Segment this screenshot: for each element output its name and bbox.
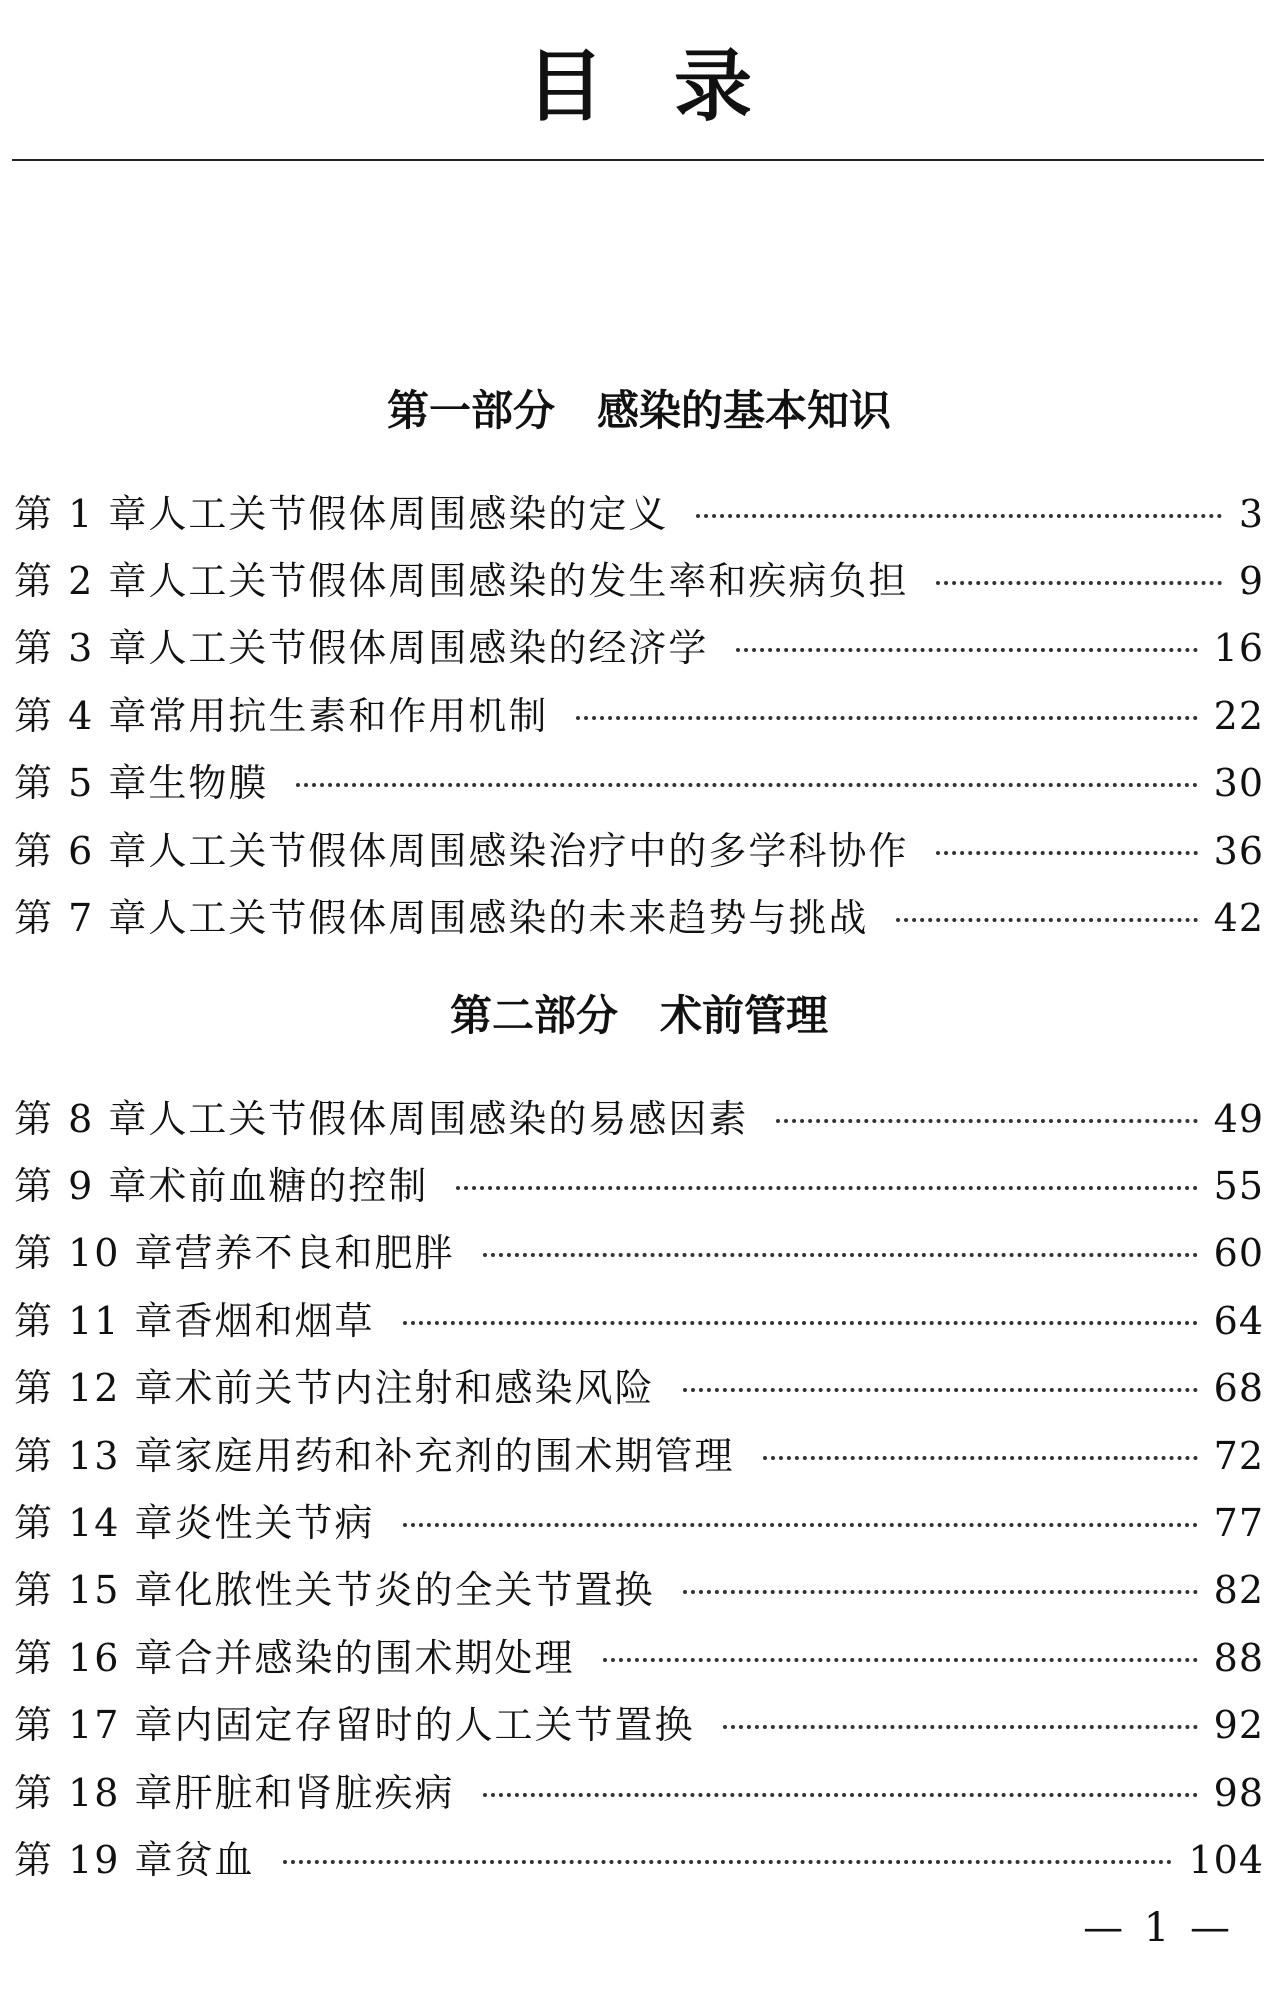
dot-leader [736,648,1197,652]
chapter-title: 炎性关节病 [174,1501,375,1546]
chapter-title: 常用抗生素和作用机制 [148,693,549,738]
toc-part-2 [14,1085,1264,1894]
toc-entry[interactable] [14,1489,1264,1556]
toc-entry[interactable] [14,682,1264,749]
dot-leader [456,1186,1197,1190]
chapter-label: 第 17 章 [14,1703,175,1748]
part-heading-1: 第一部分 感染的基本知识 [386,386,891,435]
chapter-label: 第 9 章 [14,1164,149,1209]
chapter-label: 第 3 章 [14,626,149,671]
toc-entry[interactable] [14,1624,1264,1691]
chapter-title: 香烟和烟草 [174,1298,375,1343]
dot-leader [483,1793,1198,1797]
toc-entry[interactable] [14,884,1264,951]
page-number-ref: 42 [1213,896,1264,941]
chapter-label: 第 10 章 [14,1231,175,1276]
chapter-label: 第 11 章 [14,1298,175,1343]
page-number-ref: 22 [1213,693,1264,738]
page-number-ref: 77 [1213,1501,1264,1546]
chapter-title: 术前关节内注射和感染风险 [174,1366,655,1411]
toc-entry[interactable] [14,480,1264,547]
toc-entry[interactable] [14,1826,1264,1893]
page-number-ref: 64 [1213,1298,1264,1343]
chapter-title: 内固定存留时的人工关节置换 [174,1703,695,1748]
dot-leader [403,1321,1198,1325]
chapter-label: 第 5 章 [14,761,149,806]
chapter-label: 第 8 章 [14,1096,149,1141]
toc-entry[interactable] [14,750,1264,817]
chapter-title: 营养不良和肥胖 [174,1231,455,1276]
chapter-title: 术前血糖的控制 [148,1164,429,1209]
toc-entry[interactable] [14,615,1264,682]
toc-entry[interactable] [14,1152,1264,1219]
toc-part-1 [14,480,1264,952]
chapter-title: 家庭用药和补充剂的围术期管理 [174,1433,735,1478]
chapter-label: 第 7 章 [14,896,149,941]
dot-leader [683,1590,1198,1594]
chapter-title: 肝脏和肾脏疾病 [174,1770,455,1815]
page-number-ref: 3 [1238,491,1264,536]
page-number-ref: 36 [1213,828,1264,873]
page-number-ref: 68 [1213,1366,1264,1411]
page-number: — 1 — [1083,1905,1234,1951]
toc-entry[interactable] [14,1085,1264,1152]
chapter-title: 人工关节假体周围感染的未来趋势与挑战 [148,896,869,941]
chapter-label: 第 4 章 [14,693,149,738]
page-number-ref: 104 [1188,1837,1264,1882]
dot-leader [776,1119,1197,1123]
dot-leader [603,1658,1198,1662]
chapter-title: 人工关节假体周围感染治疗中的多学科协作 [148,828,909,873]
dot-leader [896,918,1197,922]
page-number-ref: 82 [1213,1568,1264,1613]
dot-leader [403,1523,1198,1527]
chapter-label: 第 2 章 [14,559,149,604]
chapter-label: 第 1 章 [14,491,149,536]
toc-entry[interactable] [14,1759,1264,1826]
page-number-ref: 92 [1213,1703,1264,1748]
chapter-label: 第 12 章 [14,1366,175,1411]
page-title: 目录 [525,41,822,132]
page-number-ref: 72 [1213,1433,1264,1478]
part-heading-2: 第二部分 术前管理 [449,991,828,1040]
page-number-ref: 60 [1213,1231,1264,1276]
dot-leader [936,581,1222,585]
chapter-title: 人工关节假体周围感染的发生率和疾病负担 [148,559,909,604]
chapter-label: 第 16 章 [14,1635,175,1680]
page-number-ref: 55 [1213,1164,1264,1209]
toc-entry[interactable] [14,1692,1264,1759]
toc-entry[interactable] [14,817,1264,884]
toc-entry[interactable] [14,547,1264,614]
dot-leader [283,1860,1173,1864]
dot-leader [936,851,1197,855]
page-number-ref: 88 [1213,1635,1264,1680]
chapter-title: 人工关节假体周围感染的经济学 [148,626,709,671]
page-number-ref: 98 [1213,1770,1264,1815]
chapter-label: 第 13 章 [14,1433,175,1478]
dot-leader [296,783,1197,787]
chapter-title: 生物膜 [148,761,269,806]
chapter-label: 第 6 章 [14,828,149,873]
chapter-label: 第 15 章 [14,1568,175,1613]
toc-entry[interactable] [14,1220,1264,1287]
chapter-label: 第 14 章 [14,1501,175,1546]
dot-leader [763,1456,1198,1460]
chapter-title: 合并感染的围术期处理 [174,1635,575,1680]
chapter-title: 贫血 [174,1837,255,1882]
dot-leader [483,1253,1198,1257]
chapter-title: 人工关节假体周围感染的定义 [148,491,669,536]
page-number-ref: 16 [1213,626,1264,671]
chapter-title: 化脓性关节炎的全关节置换 [174,1568,655,1613]
chapter-label: 第 19 章 [14,1837,175,1882]
page-number-ref: 9 [1238,559,1264,604]
dot-leader [576,716,1197,720]
chapter-title: 人工关节假体周围感染的易感因素 [148,1096,749,1141]
title-divider [12,159,1264,161]
page-number-ref: 49 [1213,1096,1264,1141]
toc-entry[interactable] [14,1287,1264,1354]
dot-leader [723,1725,1198,1729]
dot-leader [696,514,1222,518]
toc-entry[interactable] [14,1557,1264,1624]
toc-entry[interactable] [14,1355,1264,1422]
chapter-label: 第 18 章 [14,1770,175,1815]
dot-leader [683,1388,1198,1392]
toc-entry[interactable] [14,1422,1264,1489]
page-number-ref: 30 [1213,761,1264,806]
